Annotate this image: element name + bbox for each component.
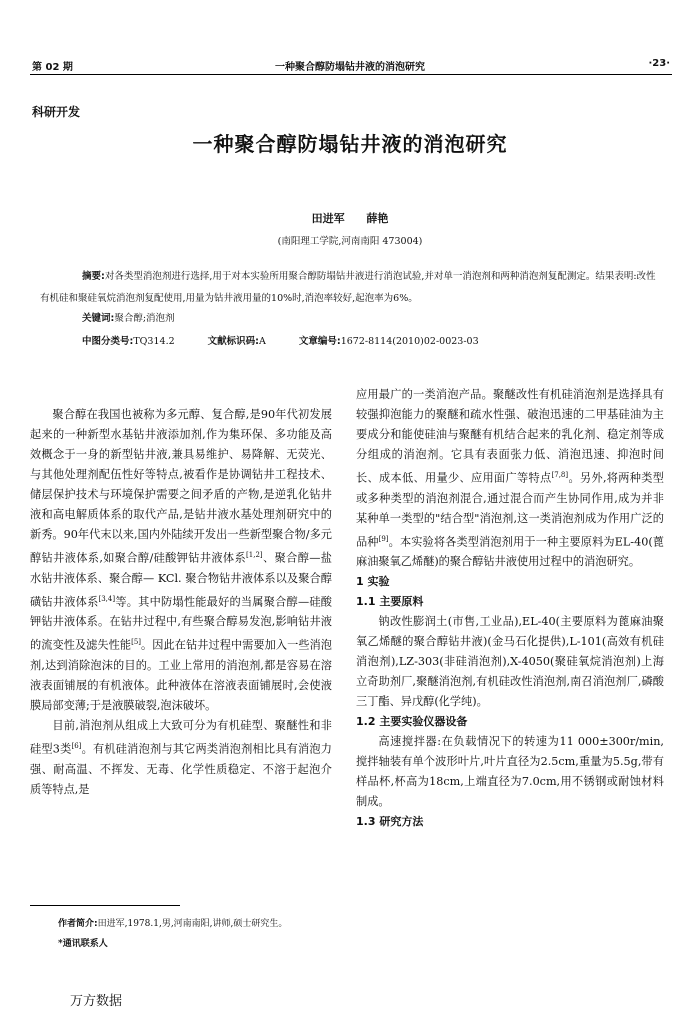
ref-9: [9] — [378, 534, 389, 543]
issue-number: 第 02 期 — [32, 62, 73, 73]
authors: 田进军 薛艳 — [311, 212, 389, 225]
affiliation: (南阳理工学院,河南南阳 473004) — [277, 236, 423, 247]
author-bio-text: 田进军,1978.1,男,河南南阳,讲师,硕士研究生。 — [97, 919, 288, 929]
materials-paragraph: 钠改性膨润土(市售,工业品),EL-40(主要原料为蓖麻油聚氧乙烯醚的聚合醇钻井液)(金马石化提供),L-101(高效有机硅消泡剂),LZ-303(非硅消泡剂),X-4050(聚硅氧烷消泡剂)上海立奇助剂厂,聚醚消泡剂,有机硅改性消泡剂,南召消泡剂厂,磷酸三丁酯、异戊醇(化学纯)。 — [356, 615, 664, 709]
running-title: 一种聚合醇防塌钻井液的消泡研究 — [275, 62, 425, 73]
article-no-label: 文章编号: — [298, 336, 341, 347]
contact-note: *通讯联系人 — [58, 939, 108, 949]
author-bio-label: 作者简介: — [58, 919, 98, 929]
classification-meta — [82, 333, 642, 347]
ref-7-8: [7,8] — [551, 471, 569, 479]
abstract — [40, 266, 660, 310]
footnote-rule — [30, 905, 180, 906]
intro-paragraph-2: 目前,消泡剂从组成上大致可分为有机硅型、聚醚性和非硅型3类[6]。有机硅消泡剂与其它两类消泡剂相比具有消泡力强、耐高温、不挥发、无毒、化学性质稳定、不溶于起泡介质等特点,是 — [30, 719, 332, 796]
watermark-brand: 万方数据 — [70, 994, 123, 1009]
ref-6: [6] — [71, 742, 82, 751]
clc-label: 中图分类号: — [82, 336, 134, 347]
author-bio — [58, 916, 287, 929]
keywords — [82, 310, 175, 324]
header-rule — [30, 74, 672, 75]
intro-paragraph-1: 聚合醇在我国也被称为多元醇、复合醇,是90年代初发展起来的一种新型水基钻井液添加剂,作为集环保、多功能及高效概念于一身的新型钻井液,兼具易维护、易降解、无荧光、与其他处理剂配伍性好等特点,被看作是协调钻井工程技术、储层保护技术与环境保护需要之间矛盾的产物,是逆乳化钻井液和高电解质体系的取代产品,是钻井液水基处理剂研究中的新秀。90年代末以来,国内外陆续开发出一些新型聚合物/多元醇钻井液体系,如聚合醇/硅酸钾钻井液体系[1,2]、聚合醇—盐水钻井液体系、聚合醇— KCl. 聚合物钻井液体系以及聚合醇磺钻井液体系[3,4]等。其中防塌性能最好的当属聚合醇—硅酸钾钻井液体系。在钻井过程中,有些聚合醇易发泡,影响钻井液的流变性及滤失性能[5]。因此在钻井过程中需要加入一些消泡剂,达到消除泡沫的目的。工业上常用的消泡剂,都是容易在溶液表面铺展的有机液体。此种液体在溶液表面铺展时,会使液膜局部变薄;于是液膜破裂,泡沫破坏。 — [30, 408, 332, 713]
article-no-value: 1672-8114(2010)02-0023-03 — [340, 336, 479, 347]
abstract-label: 摘要: — [82, 271, 105, 282]
equipment-paragraph: 高速搅拌器:在负载情况下的转速为11 000±300r/min,搅拌轴装有单个波形叶片,叶片直径为2.5cm,重量为5.5g,带有样品杯,杯高为18cm,上端直径为7.0cm,用不锈钢或耐蚀材料制成。 — [356, 735, 664, 809]
section-tag: 科研开发 — [32, 105, 81, 119]
doc-code-label: 文献标识码: — [207, 336, 259, 347]
paper-title: 一种聚合醇防塌钻井液的消泡研究 — [192, 132, 508, 156]
left-column — [30, 405, 332, 800]
keywords-label: 关键词: — [82, 313, 115, 324]
ref-3-4: [3,4] — [98, 594, 116, 603]
right-column — [356, 385, 664, 832]
keywords-text: 聚合醇;消泡剂 — [114, 313, 175, 324]
subsection-heading-methods: 1.3 研究方法 — [356, 815, 424, 829]
section-heading-experiment: 1 实验 — [356, 575, 390, 589]
subsection-heading-equipment: 1.2 主要实验仪器设备 — [356, 715, 468, 729]
ref-1-2: [1,2] — [246, 551, 263, 559]
intro-continuation: 应用最广的一类消泡产品。聚醚改性有机硅消泡剂是选择具有较强抑泡能力的聚醚和疏水性强、破泡迅速的二甲基硅油为主要成分和能使硅油与聚醚有机结合起来的乳化剂、稳定剂等成分组成的消泡剂。它具有表面张力低、消泡迅速、抑泡时间长、成本低、用量少、应用面广等特点[7,8]。另外,将两种类型或多种类型的消泡剂混合,通过混合而产生协同作用,成为并非某种单一类型的"结合型"消泡剂,这一类消泡剂成为作用广泛的品种[9]。本实验将各类型消泡剂用于一种主要原料为EL-40(蓖麻油聚氧乙烯醚)的聚合醇钻井液使用过程中的消泡研究。 — [356, 388, 664, 569]
doc-code-value: A — [258, 336, 266, 347]
subsection-heading-materials: 1.1 主要原料 — [356, 595, 424, 609]
clc-value: TQ314.2 — [133, 336, 175, 347]
abstract-text: 对各类型消泡剂进行选择,用于对本实验所用聚合醇防塌钻井液进行消泡试验,并对单一消泡剂和两种消泡剂复配测定。结果表明:改性有机硅和聚硅氧烷消泡剂复配使用,用量为钻井液用量的10%时,消泡率较好,起泡率为6%。 — [40, 271, 656, 304]
ref-5: [5] — [131, 638, 142, 647]
page-number: ·23· — [648, 58, 670, 69]
